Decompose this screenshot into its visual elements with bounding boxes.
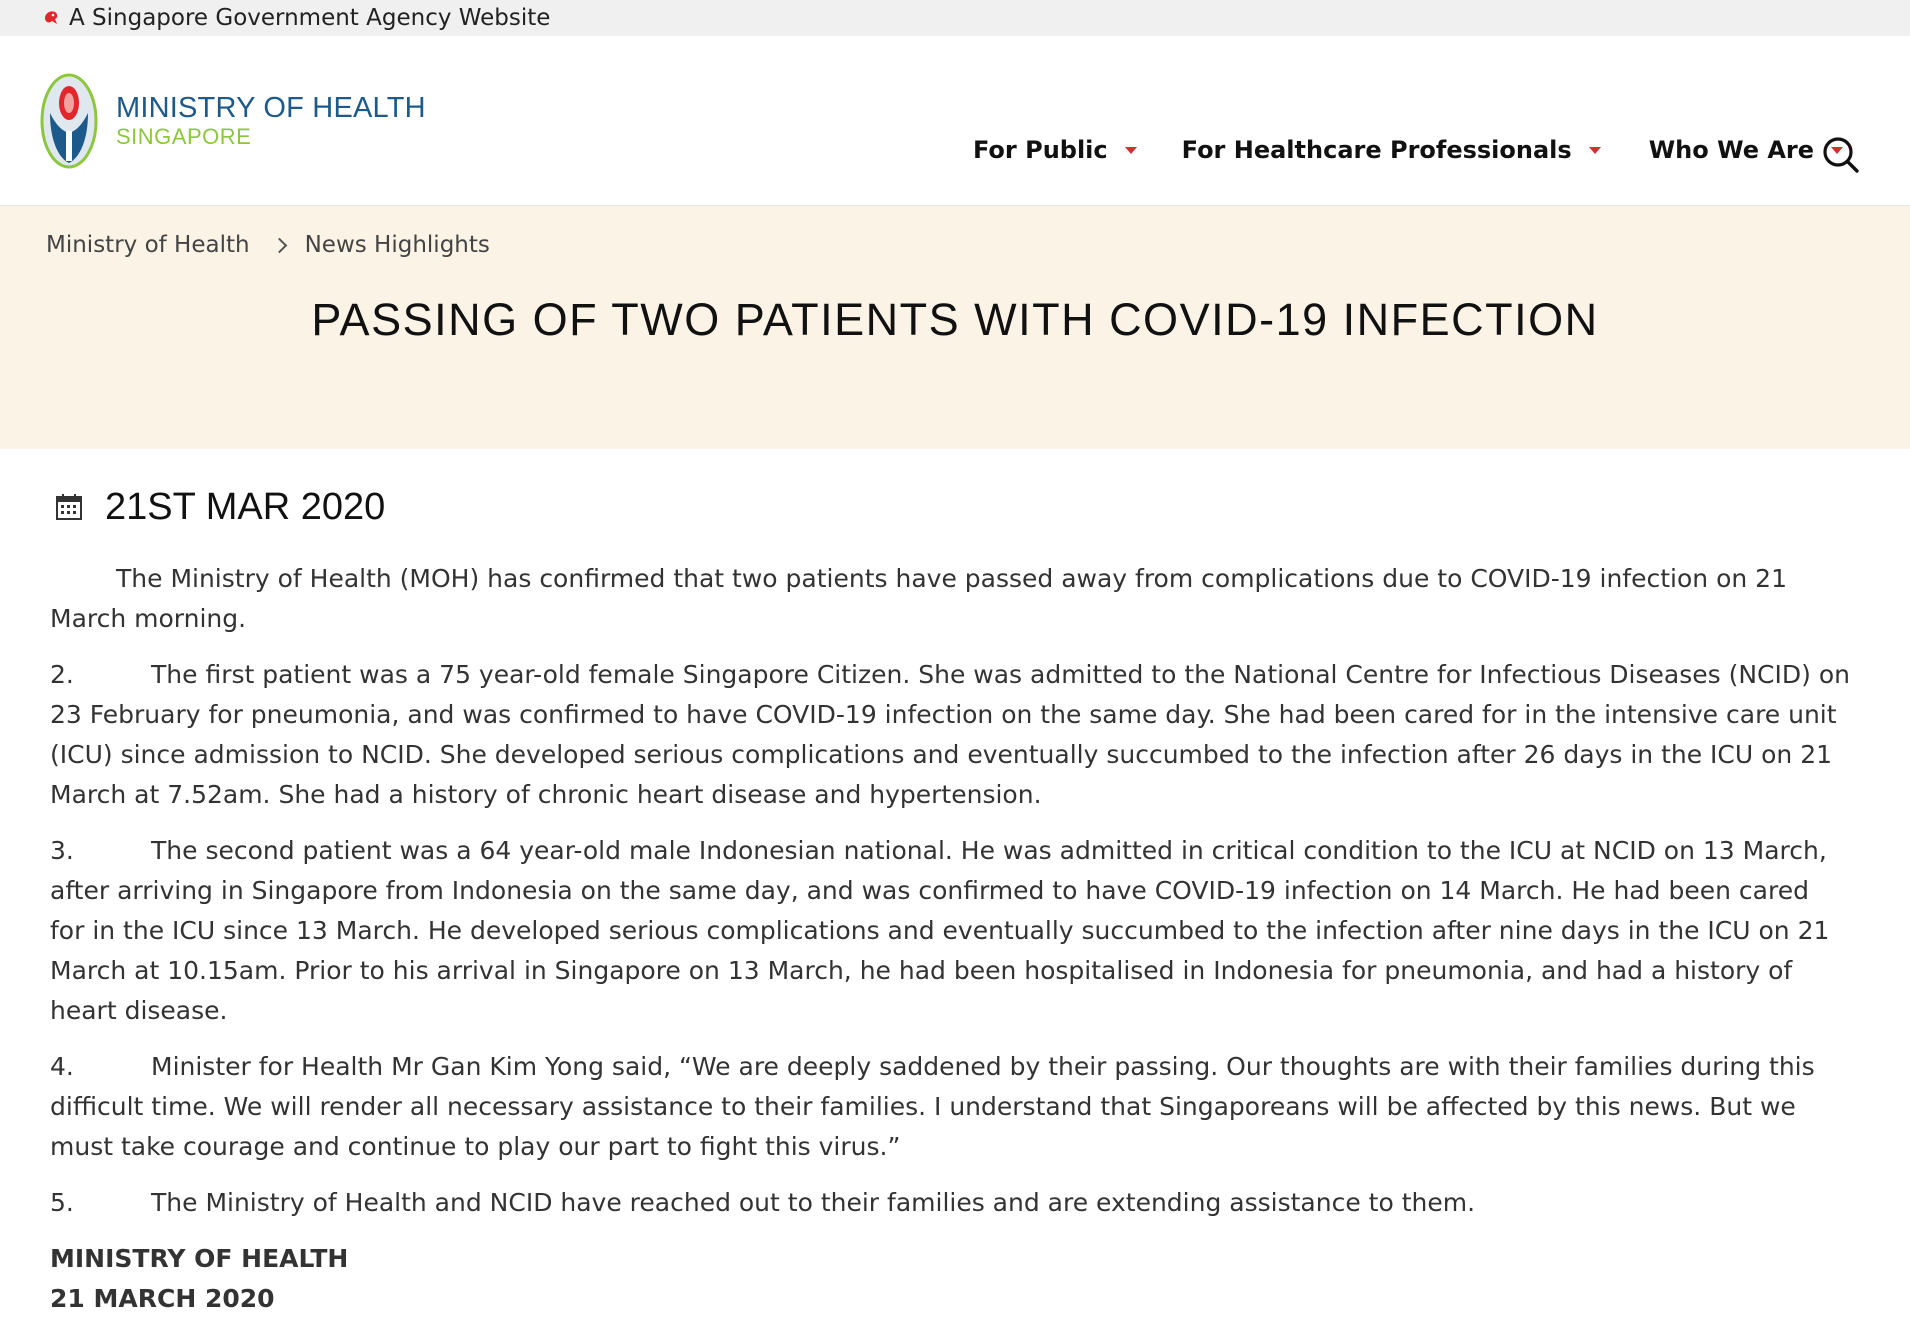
nav-label: For Public — [973, 136, 1108, 164]
paragraph-number: 4. — [50, 1052, 74, 1081]
search-button[interactable] — [1822, 136, 1860, 174]
nav-for-healthcare-professionals[interactable] — [1182, 136, 1601, 164]
nav-label: Who We Are — [1648, 136, 1815, 164]
article-date: 21ST MAR 2020 — [105, 485, 386, 528]
moh-logo[interactable] — [40, 73, 426, 169]
logo-title: MINISTRY OF HEALTH — [116, 92, 426, 124]
page-hero — [0, 206, 1910, 449]
paragraph-5 — [50, 1183, 1850, 1223]
paragraph-4 — [50, 1047, 1850, 1167]
caret-down-icon — [1589, 147, 1601, 154]
paragraph-number: 5. — [50, 1188, 74, 1217]
chevron-right-icon — [271, 237, 287, 253]
paragraph-text: The Ministry of Health and NCID have reached out to their families and are extending assistance to them. — [151, 1188, 1476, 1217]
site-header — [0, 36, 1910, 206]
paragraph-number: 2. — [50, 660, 74, 689]
moh-emblem-icon — [40, 73, 98, 169]
article — [0, 479, 1910, 1319]
paragraph-text: The Ministry of Health (MOH) has confirmed that two patients have passed away from complications due to COVID-19 infection on 21 March morning. — [50, 564, 1787, 633]
article-date-row — [50, 479, 1860, 535]
logo-subtitle: SINGAPORE — [116, 124, 252, 149]
page-title: PASSING OF TWO PATIENTS WITH COVID-19 INFECTION — [311, 294, 1599, 345]
paragraph-number: 3. — [50, 836, 74, 865]
paragraph-3 — [50, 831, 1850, 1031]
paragraph-text: The second patient was a 64 year-old male Indonesian national. He was admitted in critical condition to the ICU at NCID on 13 March, after arriving in Singapore from Indonesia on the same day, and was confirmed to have COVID-19 infection on 14 March. He had been cared for in the ICU since 13 March. He developed serious complications and eventually succumbed to the infection after nine days in the ICU on 21 March at 10.15am. Prior to his arrival in Singapore on 13 March, he had been hospitalised in Indonesia for pneumonia, and had a history of heart disease. — [50, 836, 1830, 1025]
nav-for-public[interactable] — [973, 136, 1137, 164]
breadcrumb-ministry-of-health[interactable]: Ministry of Health — [46, 232, 250, 258]
breadcrumb-news-highlights[interactable]: News Highlights — [304, 232, 490, 258]
nav-label: For Healthcare Professionals — [1181, 136, 1572, 164]
gov-banner-label: A Singapore Government Agency Website — [69, 5, 551, 31]
nav-who-we-are[interactable] — [1649, 136, 1843, 164]
search-icon — [1822, 136, 1860, 174]
signature-date: 21 MARCH 2020 — [50, 1284, 275, 1313]
article-body — [50, 559, 1850, 1319]
singapore-lion-icon — [42, 9, 60, 27]
caret-down-icon — [1125, 147, 1137, 154]
breadcrumb — [46, 232, 490, 258]
main-nav — [973, 136, 1843, 164]
calendar-icon — [55, 493, 83, 521]
signature-org: MINISTRY OF HEALTH — [50, 1244, 349, 1273]
paragraph-text: The first patient was a 75 year-old female Singapore Citizen. She was admitted to the National Centre for Infectious Diseases (NCID) on 23 February for pneumonia, and was confirmed to have COVID-19 infection on the same day. She had been cared for in the intensive care unit (ICU) since admission to NCID. She developed serious complications and eventually succumbed to the infection after 26 days in the ICU on 21 March at 7.52am. She had a history of chronic heart disease and hypertension. — [50, 660, 1850, 809]
paragraph-2 — [50, 655, 1850, 815]
paragraph-text: Minister for Health Mr Gan Kim Yong said, “We are deeply saddened by their passing. Our thoughts are with their families during this difficult time. We will render all necessary assistance to their families. I understand that Singaporeans will be affected by this news. But we must take courage and continue to play our part to fight this virus.” — [50, 1052, 1815, 1161]
paragraph-1 — [50, 559, 1850, 639]
gov-banner — [0, 0, 1910, 36]
